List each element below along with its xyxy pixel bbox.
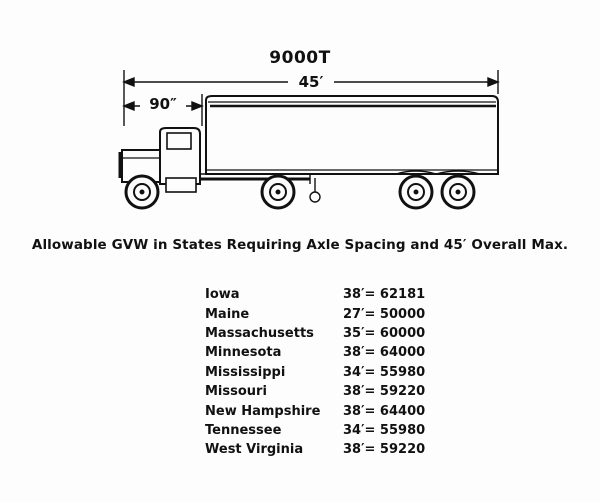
caption: Allowable GVW in States Requiring Axle Spacing and 45′ Overall Max. <box>31 237 569 253</box>
state-table <box>205 285 505 460</box>
state-name: Minnesota <box>205 345 282 361</box>
state-name: Mississippi <box>205 364 286 380</box>
table-row <box>205 440 505 459</box>
table-row <box>205 324 505 343</box>
state-name: Maine <box>205 306 250 322</box>
table-row <box>205 401 505 420</box>
table-row <box>205 382 505 401</box>
state-name: New Hampshire <box>205 403 321 419</box>
front-wheel <box>126 176 158 208</box>
state-spec: 34′= 55980 <box>343 364 426 380</box>
state-spec: 34′= 55980 <box>343 422 426 438</box>
state-spec: 38′= 64000 <box>343 345 426 361</box>
state-spec: 38′= 62181 <box>343 287 426 303</box>
table-row <box>205 304 505 323</box>
table-row <box>205 285 505 304</box>
trailer-wheel-rear <box>442 176 474 208</box>
state-name: West Virginia <box>205 442 304 458</box>
state-spec: 35′= 60000 <box>343 325 426 341</box>
table-row <box>205 421 505 440</box>
state-name: Massachusetts <box>205 325 314 341</box>
overall-length-label: 45′ <box>298 73 324 91</box>
cab-length-label: 90″ <box>149 95 177 113</box>
truck-diagram <box>110 66 510 216</box>
state-spec: 27′= 50000 <box>343 306 426 322</box>
state-name: Missouri <box>205 384 267 400</box>
state-name: Iowa <box>205 287 240 303</box>
table-row <box>205 363 505 382</box>
model-title: 9000T <box>269 48 331 68</box>
table-row <box>205 343 505 362</box>
state-name: Tennessee <box>205 422 282 438</box>
trailer-wheel-front <box>400 176 432 208</box>
state-spec: 38′= 64400 <box>343 403 426 419</box>
state-spec: 38′= 59220 <box>343 442 426 458</box>
state-spec: 38′= 59220 <box>343 384 426 400</box>
drive-wheel <box>262 176 294 208</box>
